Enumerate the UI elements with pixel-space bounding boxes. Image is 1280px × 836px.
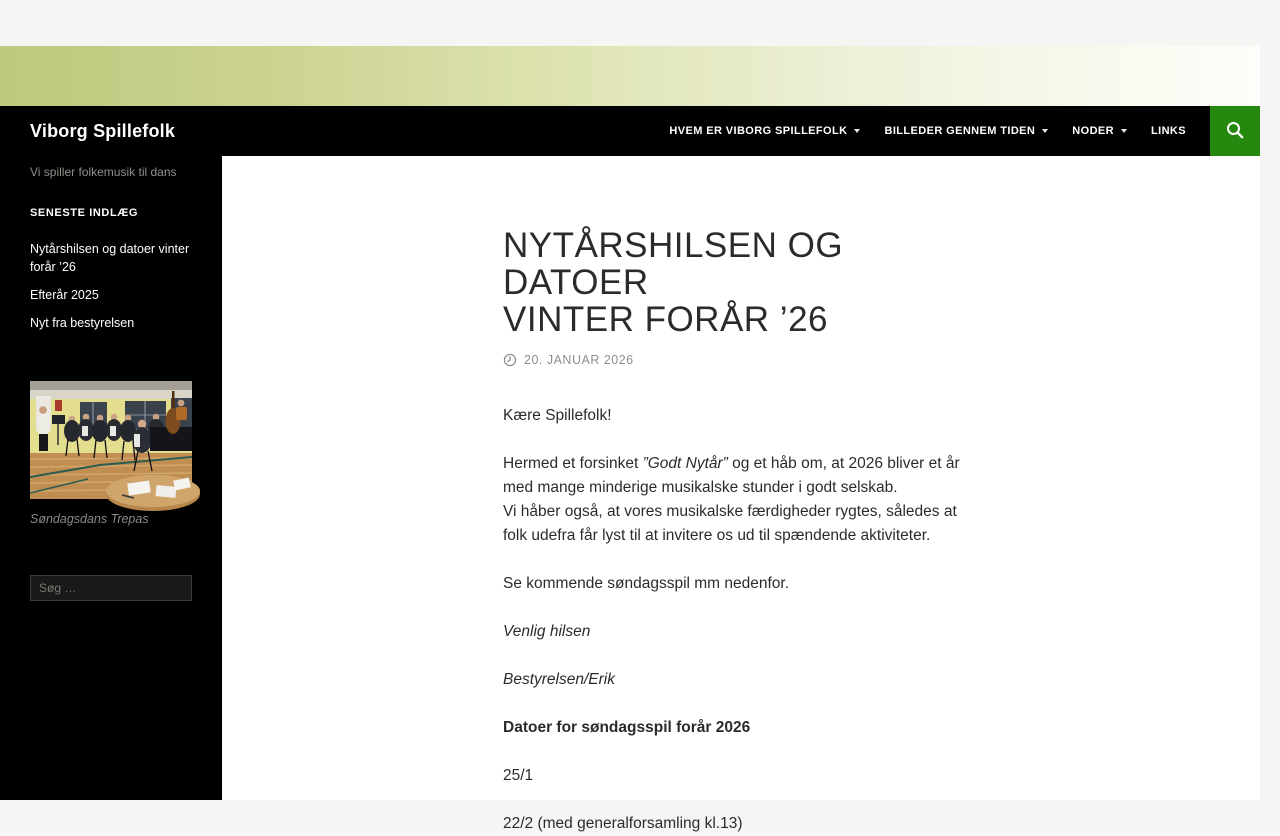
menu-item-noder[interactable] [1060,106,1139,156]
search-icon [1224,119,1246,144]
menu-item-hvem-er-viborg-spillefolk[interactable] [657,106,872,156]
article-paragraph: Kære Spillefolk! [503,407,612,424]
article-paragraph: Bestyrelsen/Erik [503,671,615,688]
entry-date[interactable]: 20. JANUAR 2026 [524,353,634,367]
entry-content [503,404,979,836]
main-menu [657,106,1198,156]
article-paragraph: 25/1 [503,767,534,784]
navbar [0,106,1260,156]
page-title-line2: VINTER FORÅR ’26 [503,300,828,339]
recent-post-link[interactable]: Efterår 2025 [30,288,99,302]
site-title[interactable]: Viborg Spillefolk [30,120,176,141]
article-paragraph: Venlig hilsen [503,623,591,640]
paragraph-text: Vi håber også, at vores musikalske færdigheder rygtes, således at folk udefra får lyst til at invitere os ud til spændende aktiviteter. [503,503,957,544]
menu-item-billeder-gennem-tiden[interactable] [872,106,1060,156]
menu-item-label: HVEM ER VIBORG SPILLEFOLK [669,125,848,137]
site-tagline: Vi spiller folkemusik til dans [30,165,177,179]
article-dates-heading: Datoer for søndagsspil forår 2026 [503,719,751,736]
sidebar-search-widget [30,575,192,601]
menu-item-label: BILLEDER GENNEM TIDEN [884,125,1036,137]
recent-posts-list [30,240,192,332]
menu-item-links[interactable] [1139,106,1198,156]
main-content [222,156,1260,832]
page-title [503,227,983,338]
menu-item-label: LINKS [1151,125,1186,137]
entry-meta [503,353,1220,367]
top-margin-strip [0,0,1260,46]
header-banner [0,46,1260,106]
recent-post-link[interactable]: Nyt fra bestyrelsen [30,316,135,330]
search-toggle-button[interactable] [1210,106,1260,156]
article [503,227,1220,836]
sidebar-photo-widget [30,381,192,526]
sidebar [0,156,222,800]
page-title-line1: NYTÅRSHILSEN OG DATOER [503,226,844,302]
search-input[interactable] [30,575,192,601]
recent-post-link[interactable]: Nytårshilsen og datoer vinter forår ’26 [30,242,190,274]
menu-item-label: NODER [1072,125,1114,137]
musicians-photo [30,381,192,499]
photo-caption: Søndagsdans Trepas [30,512,149,526]
article-paragraph: Se kommende søndagsspil mm nedenfor. [503,575,790,592]
chevron-down-icon [1042,129,1048,133]
paragraph-quote: ”Godt Nytår” [642,455,728,472]
chevron-down-icon [1121,129,1127,133]
recent-posts-heading: SENESTE INDLÆG [30,207,139,219]
article-paragraph: 22/2 (med generalforsamling kl.13) [503,815,743,832]
clock-icon [503,353,517,367]
paragraph-text: Hermed et forsinket [503,455,643,472]
article-paragraph [503,452,979,548]
paragraph-text: og et håb om, at 2026 bliver et år med mange minderige musikalske stunder i godt selskab. [503,455,960,496]
chevron-down-icon [854,129,860,133]
